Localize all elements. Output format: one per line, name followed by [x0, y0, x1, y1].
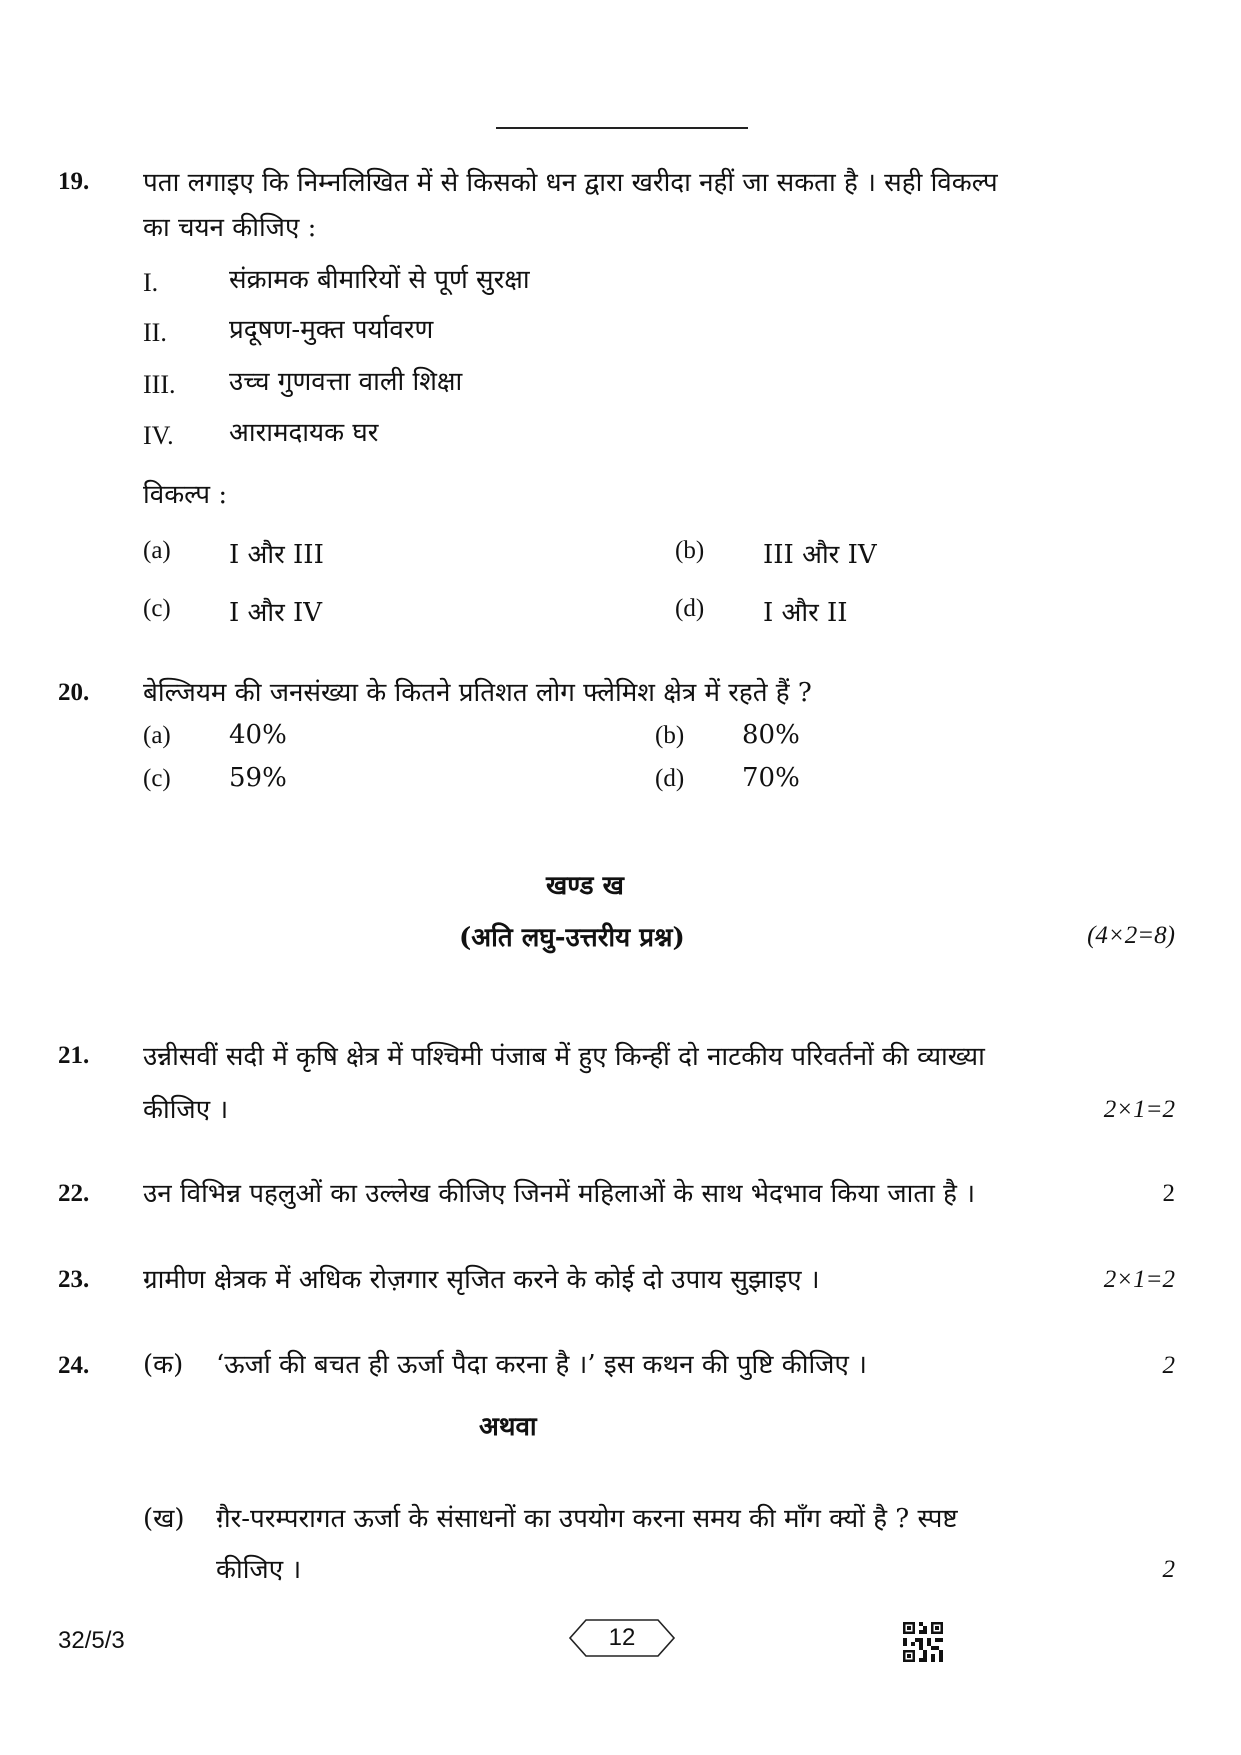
q22-marks: 2	[1162, 1180, 1175, 1207]
q19-text-line1: पता लगाइए कि निम्नलिखित में से किसको धन द्वारा खरीदा नहीं जा सकता है । सही विकल्प	[143, 168, 998, 198]
q19-option-a-text: I और III	[229, 540, 324, 570]
section-marks: (4×2=8)	[1087, 922, 1175, 949]
q21-text-line1: उन्नीसवीं सदी में कृषि क्षेत्र में पश्चिमी पंजाब में हुए किन्हीं दो नाटकीय परिवर्तनों की व्याख्या	[143, 1042, 985, 1072]
q20-option-b-label: (b)	[655, 722, 685, 749]
q19-option-b-label: (b)	[675, 537, 705, 564]
q19-item-3-text: उच्च गुणवत्ता वाली शिक्षा	[229, 367, 463, 397]
q20-option-c-label: (c)	[143, 765, 171, 792]
q24-or-heading: अथवा	[479, 1412, 537, 1442]
q24-number: 24.	[58, 1352, 90, 1379]
q19-item-1-numeral: I.	[143, 268, 159, 297]
q20-option-c-text: 59%	[229, 763, 287, 793]
top-divider	[496, 127, 748, 129]
paper-code: 32/5/3	[58, 1627, 125, 1654]
q19-item-4-numeral: IV.	[143, 421, 174, 450]
q23-text: ग्रामीण क्षेत्रक में अधिक रोज़गार सृजित करने के कोई दो उपाय सुझाइए ।	[143, 1265, 820, 1295]
q19-option-b-text: III और IV	[763, 540, 877, 570]
q19-option-d-text: I और II	[763, 598, 848, 628]
q19-options-heading: विकल्प :	[143, 480, 228, 510]
q20-option-b-text: 80%	[742, 720, 800, 750]
q22-number: 22.	[58, 1180, 90, 1207]
section-subtitle: (अति लघु-उत्तरीय प्रश्न)	[459, 923, 685, 953]
q20-text: बेल्जियम की जनसंख्या के कितने प्रतिशत लोग फ्लेमिश क्षेत्र में रहते हैं ?	[143, 678, 812, 708]
q24-a-marks: 2	[1162, 1352, 1175, 1379]
q24-b-text-line2: कीजिए ।	[216, 1555, 302, 1585]
q19-item-2-numeral: II.	[143, 318, 167, 347]
q19-option-d-label: (d)	[675, 595, 705, 622]
q22-text: उन विभिन्न पहलुओं का उल्लेख कीजिए जिनमें महिलाओं के साथ भेदभाव किया जाता है ।	[143, 1179, 976, 1209]
q21-text-line2: कीजिए ।	[143, 1095, 229, 1125]
section-title: खण्ड ख	[546, 871, 624, 901]
q23-number: 23.	[58, 1266, 90, 1293]
q24-b-text-line1: ग़ैर-परम्परागत ऊर्जा के संसाधनों का उपयोग करना समय की माँग क्यों है ? स्पष्ट	[216, 1504, 958, 1534]
q20-option-d-label: (d)	[655, 765, 685, 792]
q20-number: 20.	[58, 679, 90, 706]
q19-option-a-label: (a)	[143, 537, 171, 564]
q24-a-label: (क)	[143, 1350, 184, 1380]
page-number: 12	[608, 1624, 636, 1651]
q21-marks: 2×1=2	[1103, 1096, 1175, 1123]
qr-code-icon	[903, 1622, 943, 1662]
q19-number: 19.	[58, 168, 90, 195]
q19-item-2-text: प्रदूषण-मुक्त पर्यावरण	[229, 315, 434, 345]
q19-option-c-text: I और IV	[229, 598, 323, 628]
page-number-badge	[568, 1618, 676, 1658]
q24-b-label: (ख)	[143, 1504, 185, 1534]
q20-option-d-text: 70%	[742, 763, 800, 793]
q24-a-text: ‘ऊर्जा की बचत ही ऊर्जा पैदा करना है ।’ इस कथन की पुष्टि कीजिए ।	[216, 1350, 867, 1380]
q20-option-a-label: (a)	[143, 722, 171, 749]
q21-number: 21.	[58, 1042, 90, 1069]
q19-item-1-text: संक्रामक बीमारियों से पूर्ण सुरक्षा	[229, 265, 530, 295]
q19-item-3-numeral: III.	[143, 370, 176, 399]
q24-b-marks: 2	[1162, 1556, 1175, 1583]
q19-option-c-label: (c)	[143, 595, 171, 622]
q19-text-line2: का चयन कीजिए :	[143, 213, 317, 243]
q20-option-a-text: 40%	[229, 720, 287, 750]
q23-marks: 2×1=2	[1103, 1266, 1175, 1293]
q19-item-4-text: आरामदायक घर	[229, 418, 379, 448]
